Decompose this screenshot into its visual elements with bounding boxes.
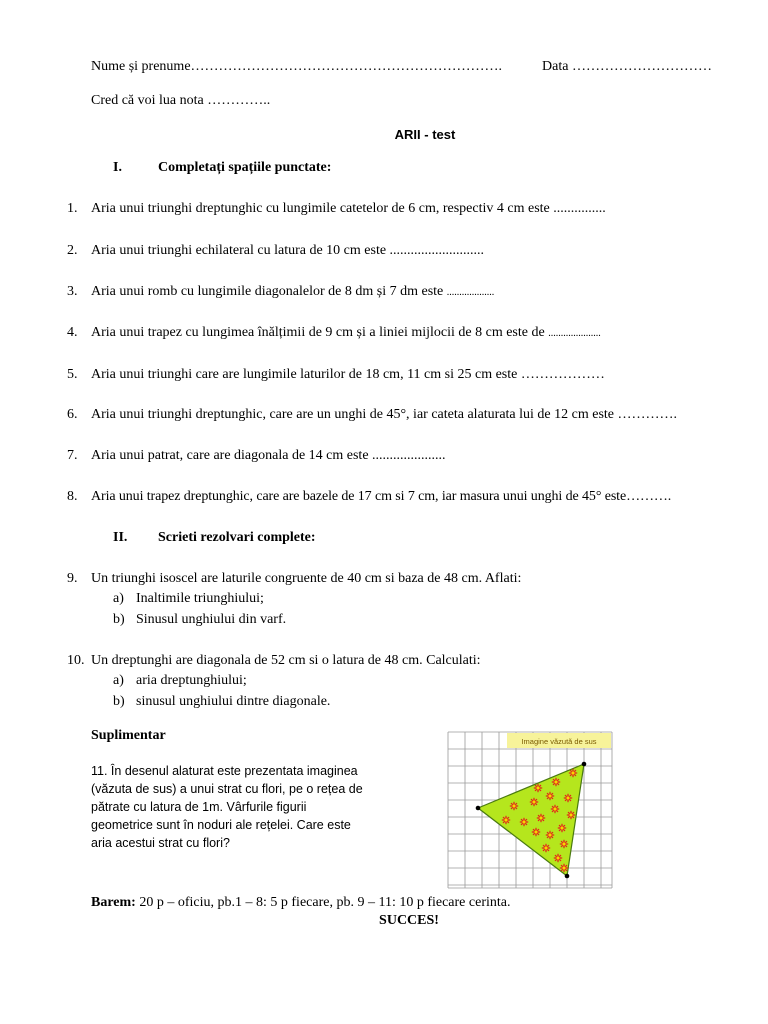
barem-text: 20 p – oficiu, pb.1 – 8: 5 p fiecare, pb. 9 – 11: 10 p fiecare cerinta. bbox=[135, 895, 511, 910]
succes-text: SUCCES! bbox=[379, 913, 439, 928]
name-dots: …………………………………………………………. bbox=[190, 59, 503, 74]
barem-label: Barem: bbox=[91, 895, 136, 910]
date-dots: ………………………… bbox=[571, 59, 712, 74]
grade-label: Cred că voi lua nota bbox=[91, 93, 204, 108]
flower-icon bbox=[569, 769, 577, 777]
flower-icon bbox=[510, 802, 518, 810]
vertex-point bbox=[565, 874, 570, 879]
flower-icon bbox=[542, 844, 550, 852]
flower-icon bbox=[560, 840, 568, 848]
figure-caption: Imagine văzută de sus bbox=[521, 737, 597, 746]
name-label: Nume și prenume bbox=[91, 59, 191, 74]
flower-icon bbox=[532, 828, 540, 836]
flower-icon bbox=[502, 816, 510, 824]
vertex-point bbox=[582, 762, 587, 767]
flower-icon bbox=[551, 805, 559, 813]
flower-icon bbox=[546, 792, 554, 800]
flower-icon bbox=[546, 831, 554, 839]
section1-roman: I. bbox=[113, 160, 122, 175]
suplimentar-heading: Suplimentar bbox=[91, 728, 166, 743]
page-title: ARII - test bbox=[394, 127, 456, 142]
date-label: Data bbox=[542, 59, 569, 74]
name-field bbox=[91, 59, 502, 75]
grade-dots: ………….. bbox=[207, 93, 271, 108]
barem bbox=[91, 895, 510, 911]
flower-icon bbox=[554, 854, 562, 862]
section2-heading: Scrieti rezolvari complete: bbox=[158, 530, 316, 545]
flower-icon bbox=[558, 824, 566, 832]
flower-icon bbox=[564, 794, 572, 802]
flower-icon bbox=[530, 798, 538, 806]
vertex-point bbox=[476, 806, 481, 811]
problem-11: 11. În desenul alaturat este prezentata imaginea (văzuta de sus) a unui strat cu flori, pe o rețea de pătrate cu latura de 1m. Vârfurile figurii geometrice sunt în noduri ale rețelei. Care este aria acestui strat cu flori? bbox=[91, 764, 363, 850]
flower-icon bbox=[520, 818, 528, 826]
flower-icon bbox=[567, 811, 575, 819]
date-field bbox=[542, 59, 712, 75]
section1-heading: Completați spațiile punctate: bbox=[158, 160, 332, 175]
flower-icon bbox=[534, 784, 542, 792]
flower-icon bbox=[560, 864, 568, 872]
section2-roman: II. bbox=[113, 530, 128, 545]
flowerbed-grid bbox=[446, 730, 614, 890]
flowerbed-triangle bbox=[478, 764, 584, 876]
flowerbed-figure bbox=[446, 730, 614, 890]
flower-icon bbox=[552, 778, 560, 786]
flower-icon bbox=[537, 814, 545, 822]
grade-field bbox=[91, 93, 270, 109]
